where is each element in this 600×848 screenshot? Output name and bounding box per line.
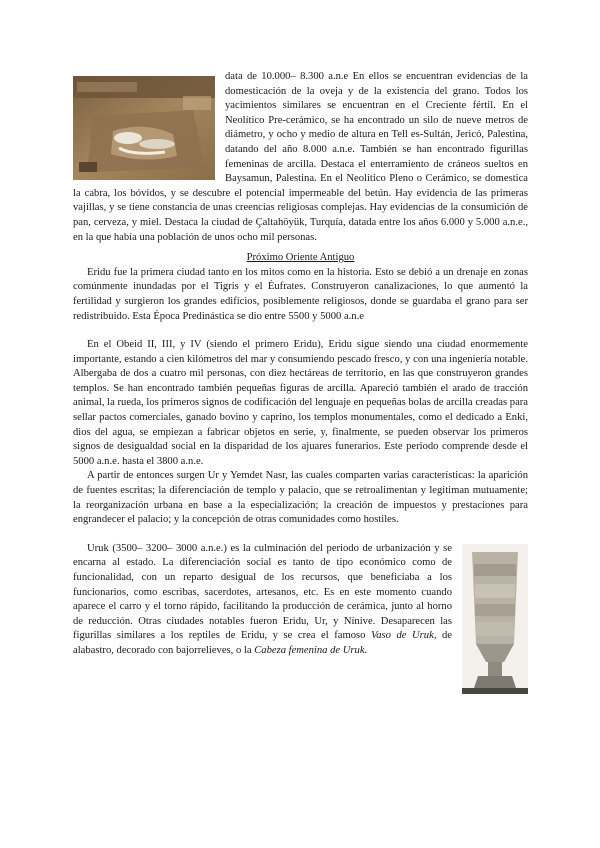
uruk-text-c: . — [364, 644, 368, 656]
excavation-photo — [73, 76, 215, 180]
paragraph-ur-yemdet-nasr: A partir de entonces surgen Ur y Yemdet Nasr, las cuales comparten varias características: la aparición de fuentes escritas; la diferenciación de templo y palacio, que se retroalimentan y legitiman mutuamente; la reorganización urbana en base a la especialización; la creación de impuestos y prestaciones para engrandecer el palacio; y la concepción de otras comunidades como hostiles. — [73, 470, 528, 526]
uruk-vase-photo — [462, 544, 528, 694]
uruk-vase-photo-icon — [462, 544, 528, 694]
paragraph-neolithic: data de 10.000– 8.300 a.n.e En ellos se encuentran evidencias de la domesticación de la oveja y de la existencia del grano. Todos los yacimientos similares se encuentran en el Creciente fértil. En el Neolítico Pre-cerámico, se ha encontrado un silo de nueve metros de diámetro, y ocho y medio de altura en Tell es-Sultán, Jericó, Palestina, datando del año 8.000 a.n.e. También se han encontrado figurillas femeninas de arcilla. Destaca el enterramiento de cráneos sueltos en Baysamun, Palestina. En el Neolítico Pleno o Cerámico, se domestica la cabra, los bóvidos, y se descubre el potencial impermeable del betún. Hay evidencia de las primeras vajillas, y se tiene constancia de unas creencias religiosas complejas. Hay evidencias de la consumición de pan, cerveza, y miel. Destaca la ciudad de Çaltahöyük, Turquía, datada entre los años 6.000 y 5.000 a.n.e., en la que había una población de unos ocho mil personas. — [73, 71, 528, 243]
uruk-text-a: Uruk (3500– 3200– 3000 a.n.e.) es la culminación del periodo de urbanización y se encarna al estado. La diferenciación social es tanto de tipo económico como de funcionalidad, con un reparto desigual de los recursos, que beneficiaba a los funcionarios, como escribas, sacerdotes, artesanos, etc. Es en este momento cuando aparece el carro y el torno rápido, facilitando la producción de cerámica, junto al horno de reducción. Otras ciudades notables fueron Eridu, Ur, y Nínive. Desaparecen las figurillas similares a los reptiles de Eridu, y se crea el famoso — [73, 542, 452, 642]
paragraph-obeid: En el Obeid II, III, y IV (siendo el primero Eridu), Eridu sigue siendo una ciudad enormemente importante, estando a cien kilómetros del mar y consumiendo pescado fresco, y con una ingeniería notable. Albergaba de dos a cuatro mil personas, con diez hectáreas de territorio, en las que construyeron grandes templos. Se han encontrado también pequeñas figuras de arcilla. Apareció también el arado de tracción animal, la rueda, los primeros signos de codificación del lenguaje en pequeñas bolas de arcilla creadas para sellar pactos comerciales, ganado bovino y caprino, los templos monumentales, como el dedicado a Enki, dios del agua, se empiezan a fabricar objetos en serie, y, finalmente, se pueden observar los primeros signos de desigualdad social en la disparidad de los ajuares funerarios. Este periodo comprende desde el 5000 a.n.e. hasta el 3800 a.n.e. — [73, 339, 528, 467]
document-page — [73, 70, 528, 698]
section-heading: Próximo Oriente Antiguo — [246, 252, 355, 264]
uruk-text-b: , de alabastro, decorado con bajorrelieves, o la — [73, 630, 452, 656]
excavation-photo-icon — [73, 76, 215, 180]
paragraph-eridu: Eridu fue la primera ciudad tanto en los mitos como en la historia. Esto se debió a un drenaje en zonas comúnmente inundadas por el Tigris y el Éufrates. Construyeron canalizaciones, lo que aumentó la fertilidad y surgieron los grandes edificios, posiblemente religiosos, donde se guardaba el grano para ser redistribuido. Esta Época Predinástica se dio entre 5500 y 5000 a.n.e — [73, 266, 528, 322]
uruk-vase-title: Vaso de Uruk — [370, 630, 434, 642]
paragraph-uruk — [73, 542, 528, 659]
uruk-head-title: Cabeza femenina de Uruk — [254, 644, 365, 656]
